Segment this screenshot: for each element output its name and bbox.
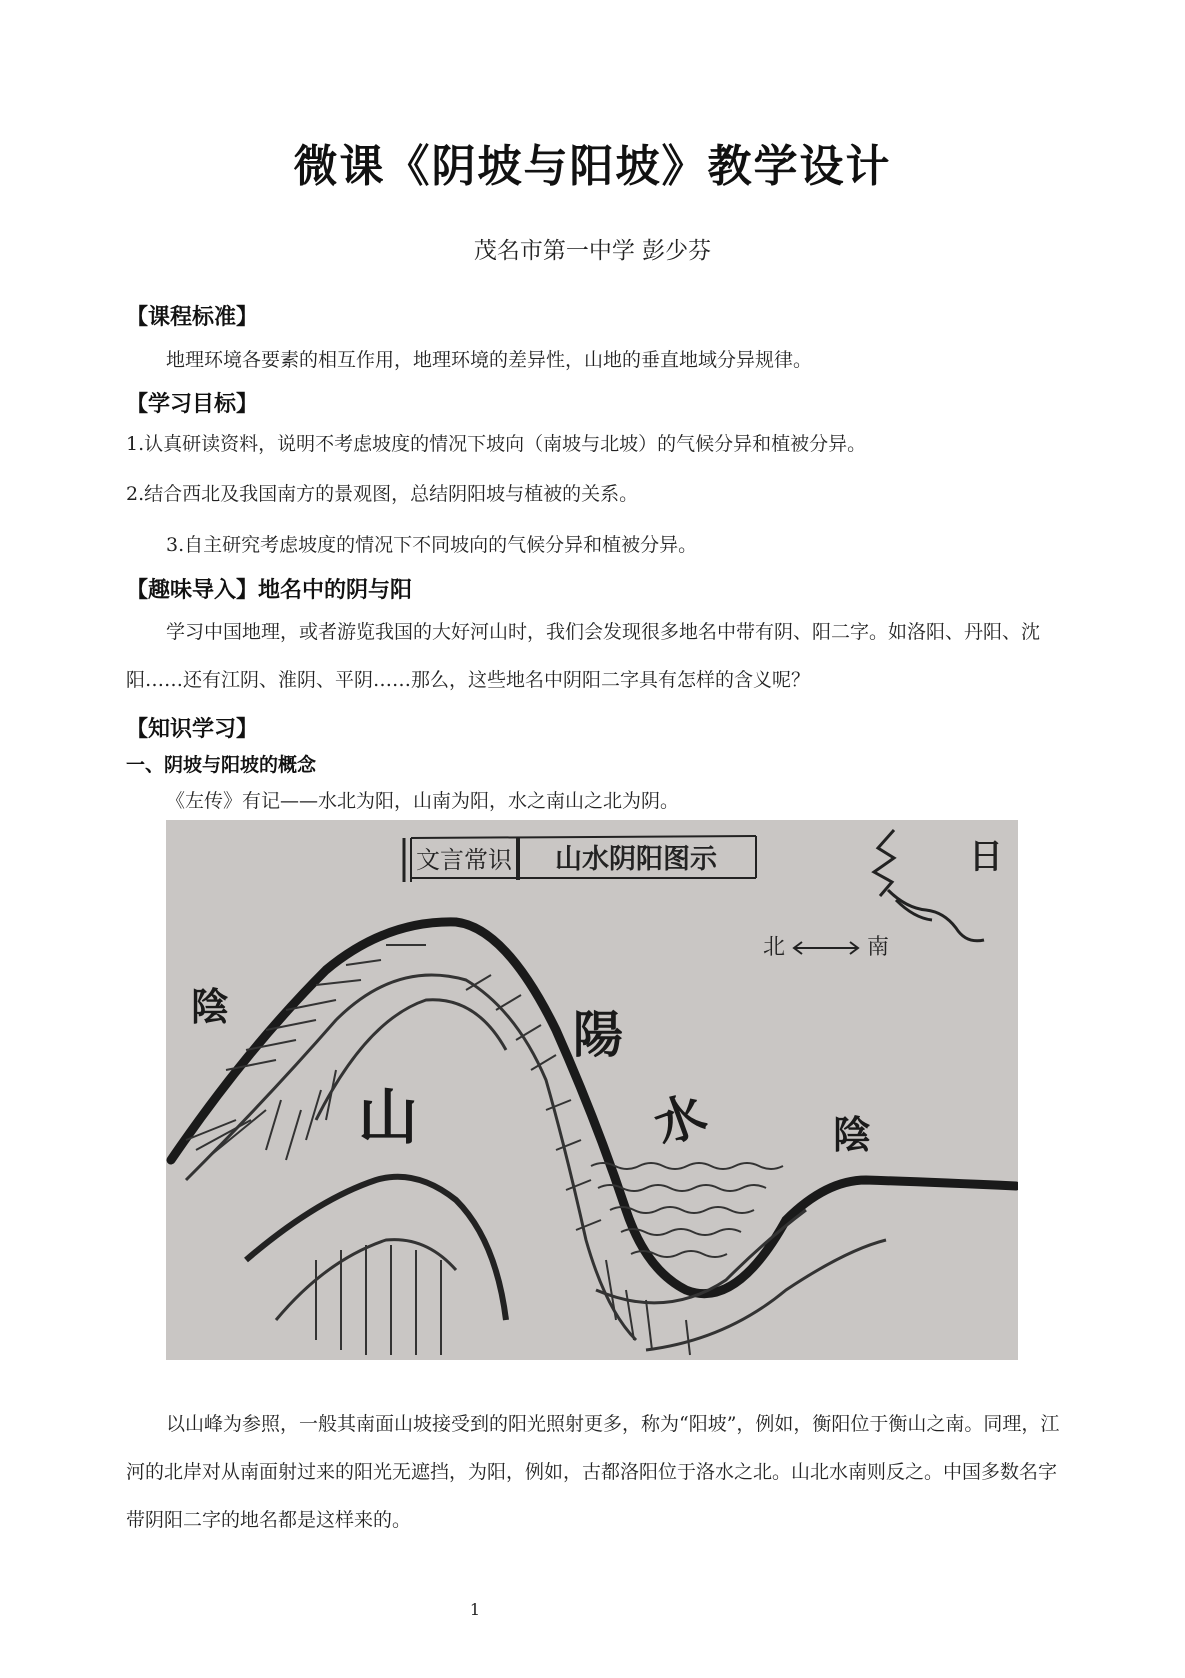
diagram-banner <box>404 836 756 882</box>
label-yin-south-bank: 陰 <box>832 1112 872 1157</box>
goal-item-1: 1.认真研读资料，说明不考虑坡度的情况下坡向（南坡与北坡）的气候分异和植被分异。 <box>126 433 867 455</box>
goal-item-2: 2.结合西北及我国南方的景观图，总结阴阳坡与植被的关系。 <box>126 483 639 505</box>
sun-icon <box>874 830 1003 941</box>
intro-text: 学习中国地理，或者游览我国的大好河山时，我们会发现很多地名中带有阴、阳二字。如洛阳、丹阳、沈阳……还有江阴、淮阴、平阴……那么，这些地名中阴阳二字具有怎样的含义呢？ <box>126 621 1041 691</box>
label-yang-south-slope: 陽 <box>573 1005 623 1064</box>
label-water: 水 <box>646 1083 714 1156</box>
author-line: 茂名市第一中学 彭少芬 <box>473 238 712 264</box>
label-yin-north-slope: 陰 <box>190 984 230 1029</box>
direction-indicator <box>763 935 889 960</box>
course-standard-text: 地理环境各要素的相互作用，地理环境的差异性，山地的垂直地域分异规律。 <box>166 349 813 371</box>
zuozhuan-quote: 《左传》有记——水北为阳，山南为阳，水之南山之北为阴。 <box>166 790 680 812</box>
concept-explanation-text: 以山峰为参照，一般其南面山坡接受到的阳光照射更多，称为“阳坡”，例如，衡阳位于衡山之南。同理，江河的北岸对从南面射过来的阳光无遮挡，为阳，例如，古都洛阳位于洛水之北。山北水南则反之。中国多数名字带阴阳二字的地名都是这样来的。 <box>126 1413 1060 1531</box>
heading-learning-goals: 【学习目标】 <box>126 392 259 417</box>
mountain-water-yin-yang-diagram <box>166 820 1018 1360</box>
banner-left-text: 文言常识 <box>416 846 512 874</box>
subheading-concept: 一、阴坡与阳坡的概念 <box>126 754 317 776</box>
heading-knowledge: 【知识学习】 <box>126 717 259 742</box>
page-number: 1 <box>469 1600 481 1619</box>
heading-intro: 【趣味导入】地名中的阴与阳 <box>126 578 413 603</box>
heading-course-standard: 【课程标准】 <box>126 305 259 330</box>
direction-north-label: 北 <box>762 935 786 960</box>
banner-right-text: 山水阴阳图示 <box>555 844 717 875</box>
mountain-outline <box>171 922 1016 1294</box>
goal-item-3: 3.自主研究考虑坡度的情况下不同坡向的气候分异和植被分异。 <box>166 534 698 556</box>
label-mountain: 山 <box>358 1083 418 1153</box>
sun-label: 日 <box>969 837 1003 877</box>
direction-south-label: 南 <box>866 935 890 960</box>
document-title: 微课《阴坡与阳坡》教学设计 <box>293 141 892 192</box>
diagram-drawing <box>166 820 1018 1360</box>
water-waves <box>591 1163 783 1257</box>
